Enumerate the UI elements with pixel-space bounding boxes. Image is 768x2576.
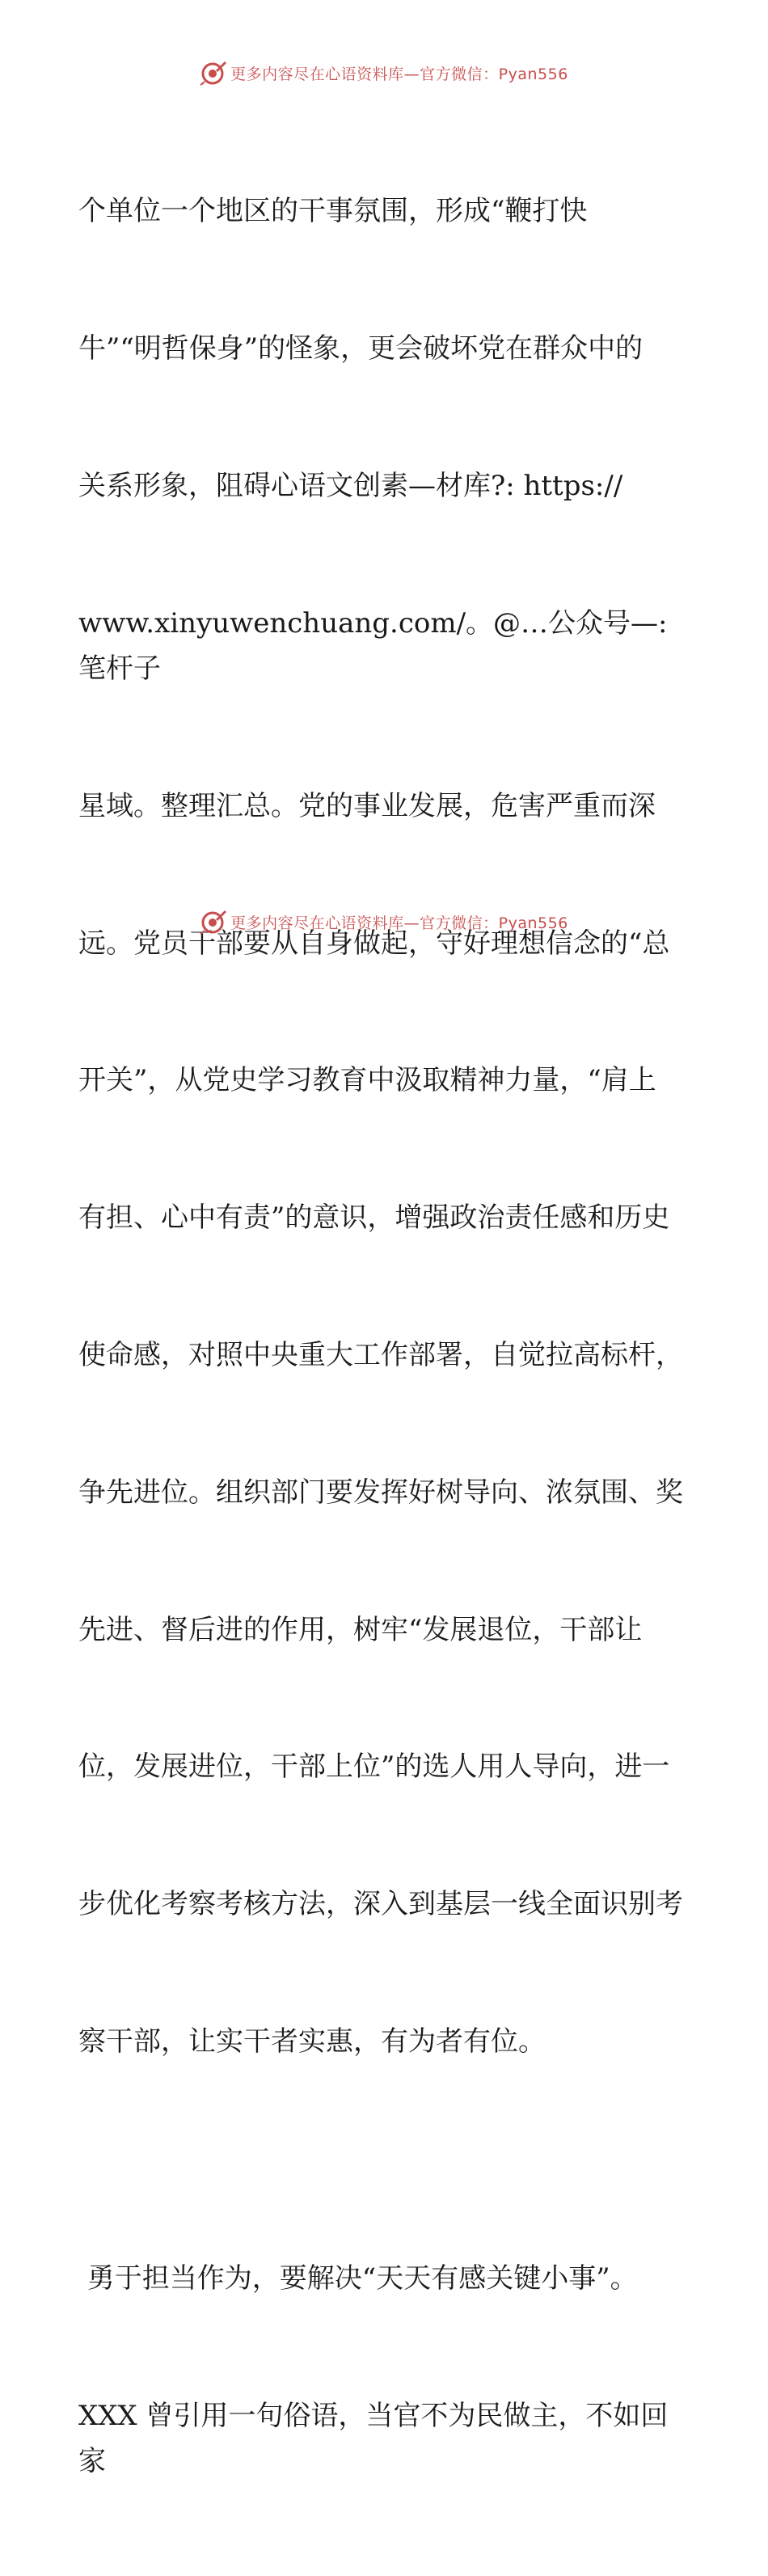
text-line: 位，发展进位，干部上位”的选人用人导向，进一 — [78, 1750, 670, 1784]
footer-banner — [0, 906, 768, 938]
document-body — [78, 97, 686, 2576]
text-line: 星域。整理汇总。党的事业发展，危害严重而深 — [78, 789, 656, 822]
paragraph-2 — [78, 2164, 686, 2576]
text-line: 关系形象，阻碍心语文创素—材库?: https:// — [78, 469, 623, 502]
ink-brush-logo-icon — [200, 908, 227, 935]
text-line: 先进、督后进的作用，树牢“发展退位，干部让 — [78, 1613, 643, 1646]
text-line: 使命感，对照中央重大工作部署，自觉拉高标杆， — [78, 1339, 683, 1372]
text-line: 远。党员干部要从自身做起，守好理想信念的“总 — [78, 927, 670, 960]
header-banner — [0, 57, 768, 89]
ink-brush-logo-icon — [200, 59, 227, 87]
text-line: 开关”，从党史学习教育中汲取精神力量，“肩上 — [78, 1064, 656, 1097]
text-line: 牛”“明哲保身”的怪象，更会破坏党在群众中的 — [78, 332, 644, 365]
footer-banner-text: 更多内容尽在心语资料库—官方微信：Pyan556 — [230, 914, 568, 932]
paragraph-1 — [78, 97, 686, 2156]
header-banner-text: 更多内容尽在心语资料库—官方微信：Pyan556 — [230, 65, 568, 83]
text-line: www.xinyuwenchuang.com/。@…公众号—: 笔杆子 — [78, 606, 677, 686]
text-line: 察干部，让实干者实惠，有为者有位。 — [78, 2025, 546, 2058]
text-line: 争先进位。组织部门要发挥好树导向、浓氛围、奖 — [78, 1476, 683, 1509]
text-line: 步优化考察考核方法，深入到基层一线全面识别考 — [78, 1888, 683, 1921]
text-line: 勇于担当作为，要解决“天天有感关键小事”。 — [78, 2261, 638, 2295]
text-line: 个单位一个地区的干事氛围，形成“鞭打快 — [78, 195, 588, 228]
text-line: XXX 曾引用一句俗语，当官不为民做主，不如回家 — [78, 2399, 669, 2478]
text-line: 有担、心中有责”的意识，增强政治责任感和历史 — [78, 1201, 670, 1235]
